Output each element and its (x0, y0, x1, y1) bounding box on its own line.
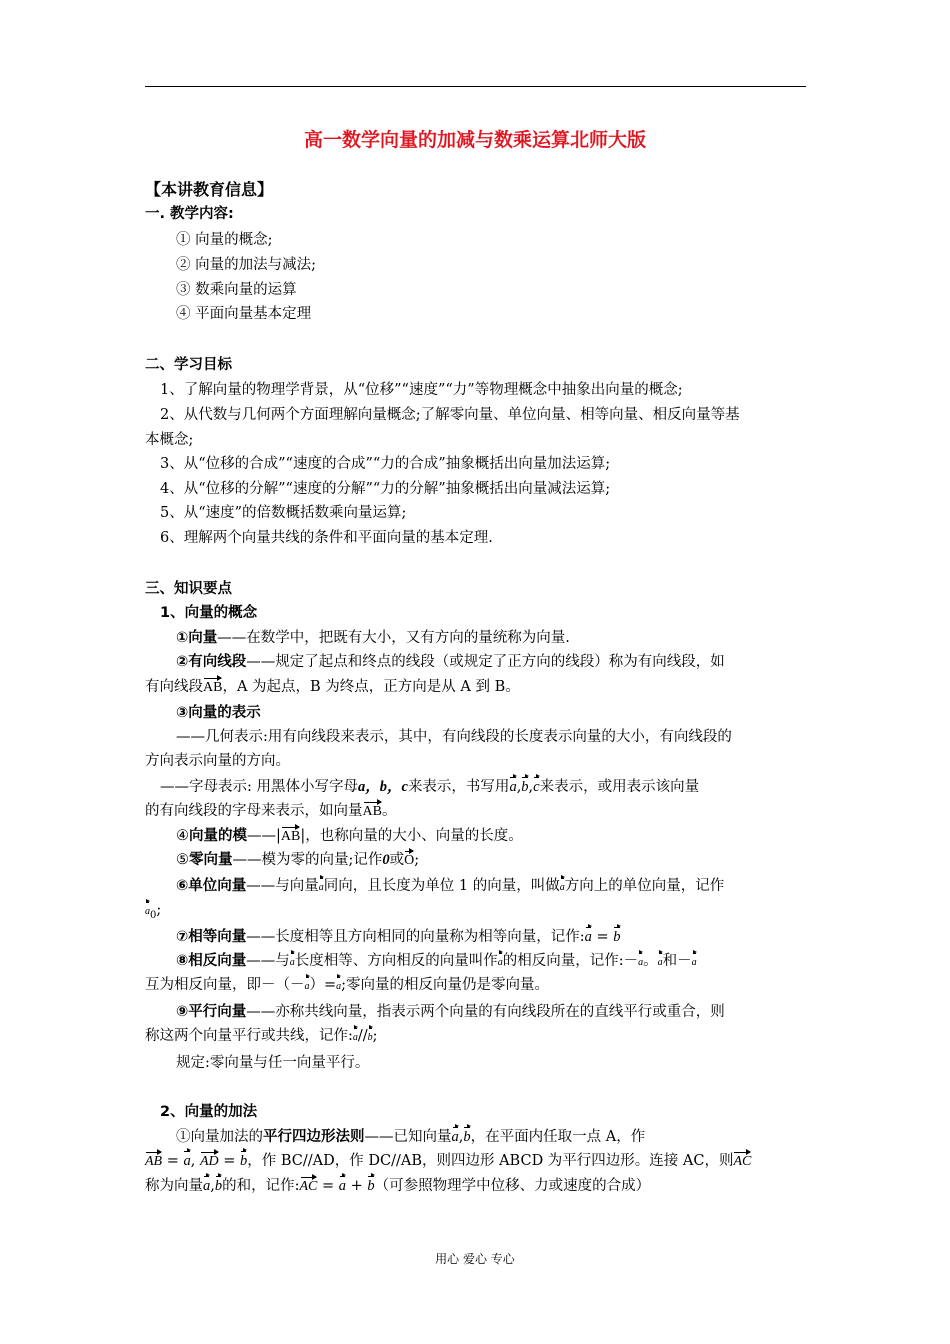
def-label: 相等向量 (188, 929, 247, 945)
letter-representation: ——字母表示: 用黑体小写字母a，b，c来表示，书写用a,b,c来表示，或用表示该向量 (160, 776, 699, 797)
goal-item: 6、理解两个向量共线的条件和平面向量的基本定理. (160, 530, 493, 546)
def-directed-segment-cont: 有向线段AB，A 为起点，B 为终点，正方向是从 A 到 B。 (145, 679, 520, 695)
header-rule (145, 86, 806, 87)
page-title: 高一数学向量的加减与数乘运算北师大版 (303, 129, 646, 151)
goal-item: 5、从“速度”的倍数概括数乘向量运算; (160, 505, 407, 521)
vector-ab: AB (363, 801, 382, 819)
def-unit-vector: ⑥单位向量——与向量a同向，且长度为单位 1 的向量，叫做a方向上的单位向量，记作 (176, 878, 725, 894)
def-label: ①向量 (176, 630, 218, 646)
parallelogram-rule: ①向量加法的平行四边形法则——已知向量a,b，在平面内任取一点 A，作 (176, 1126, 645, 1147)
key-points-heading: 三、知识要点 (145, 581, 232, 597)
def-directed-segment: ②有向线段——规定了起点和终点的线段（或规定了正方向的线段）称为有向线段，如 (176, 654, 725, 670)
def-magnitude: ④向量的模——|AB|，也称向量的大小、向量的长度。 (176, 828, 523, 844)
geometric-representation-cont: 方向表示向量的方向。 (145, 753, 290, 769)
vector-a0: a (145, 901, 150, 919)
content-item: ② 向量的加法与减法; (176, 257, 316, 273)
geometric-representation: ——几何表示:用有向线段来表示，其中，有向线段的长度表示向量的大小，有向线段的 (176, 729, 732, 745)
def-equal-vectors: ⑦相等向量——长度相等且方向相同的向量称为相等向量，记作:a = b (176, 926, 621, 947)
content-item: ④ 平面向量基本定理 (176, 306, 312, 322)
def-parallel-vectors-cont: 称这两个向量平行或共线，记作:a//b; (145, 1028, 378, 1044)
goal-item: 3、从“位移的合成”“速度的合成”“力的合成”抽象概括出向量加法运算; (160, 456, 611, 472)
vector-addition-subheading: 2、向量的加法 (160, 1104, 258, 1120)
page-footer: 用心 爱心 专心 (435, 1252, 515, 1266)
def-unit-vector-cont: $a_0$; (145, 902, 162, 921)
teaching-content-heading: 一. 教学内容: (145, 206, 234, 222)
vector-b: b (613, 926, 620, 944)
vector-sum-definition: 称为向量a,b的和，记作:AC = a + b（可参照物理学中位移、力或速度的合成） (145, 1175, 650, 1196)
vector-b: b (521, 776, 528, 794)
vector-ab: AB (203, 677, 222, 695)
def-vector: ①向量——在数学中，把既有大小，又有方向的量统称为向量. (176, 630, 570, 646)
def-label: 平行向量 (188, 1004, 247, 1020)
vector-c: c (533, 776, 539, 794)
def-opposite-vectors-cont: 互为相反向量，即－（－a）=a;零向量的相反向量仍是零向量。 (145, 977, 550, 993)
goal-item: 2、从代数与几何两个方面理解向量概念;了解零向量、单位向量、相等向量、相反向量等基 (160, 407, 740, 423)
content-item: ③ 数乘向量的运算 (176, 282, 297, 298)
def-representation-label: ③向量的表示 (176, 705, 261, 721)
parallelogram-rule-cont: AB = a, AD = b，作 BC//AD，作 DC//AB，则四边形 ABCD 为平行四边形。连接 AC，则AC (145, 1150, 751, 1171)
def-opposite-vectors: ⑧相反向量——与a长度相等、方向相反的向量叫作a的相反向量，记作:－a。a和－a (176, 953, 697, 969)
letter-representation-cont: 的有向线段的字母来表示，如向量AB。 (145, 803, 397, 819)
def-label: 单位向量 (188, 878, 247, 894)
section-info-heading: 【本讲教育信息】 (145, 180, 274, 199)
goal-item: 4、从“位移的分解”“速度的分解”“力的分解”抽象概括出向量减法运算; (160, 481, 611, 497)
vector-ab: AB (281, 826, 300, 844)
goal-item: 1、了解向量的物理学背景，从“位移”“速度”“力”等物理概念中抽象出向量的概念; (160, 382, 683, 398)
vector-concept-subheading: 1、向量的概念 (160, 605, 258, 621)
vector-zero: O (404, 850, 414, 868)
vector-a: a (319, 877, 324, 895)
def-label: 相反向量 (188, 953, 247, 969)
content-item: ① 向量的概念; (176, 232, 273, 248)
def-parallel-vectors: ⑨平行向量——亦称共线向量，指表示两个向量的有向线段所在的直线平行或重合，则 (176, 1004, 725, 1020)
def-label: ②有向线段 (176, 654, 247, 670)
learning-goals-heading: 二、学习目标 (145, 357, 232, 373)
def-label: 平行四边形法则 (263, 1129, 365, 1145)
def-label: 零向量 (189, 852, 233, 868)
def-zero-vector: ⑤零向量——模为零的向量;记作0或O; (176, 852, 420, 868)
vector-a: a (509, 776, 516, 794)
vector-a: a (585, 926, 592, 944)
goal-item-cont: 本概念; (145, 432, 194, 448)
vector-a: a (560, 877, 565, 895)
def-label: 向量的模 (189, 828, 247, 844)
rule-note: 规定:零向量与任一向量平行。 (176, 1055, 370, 1071)
